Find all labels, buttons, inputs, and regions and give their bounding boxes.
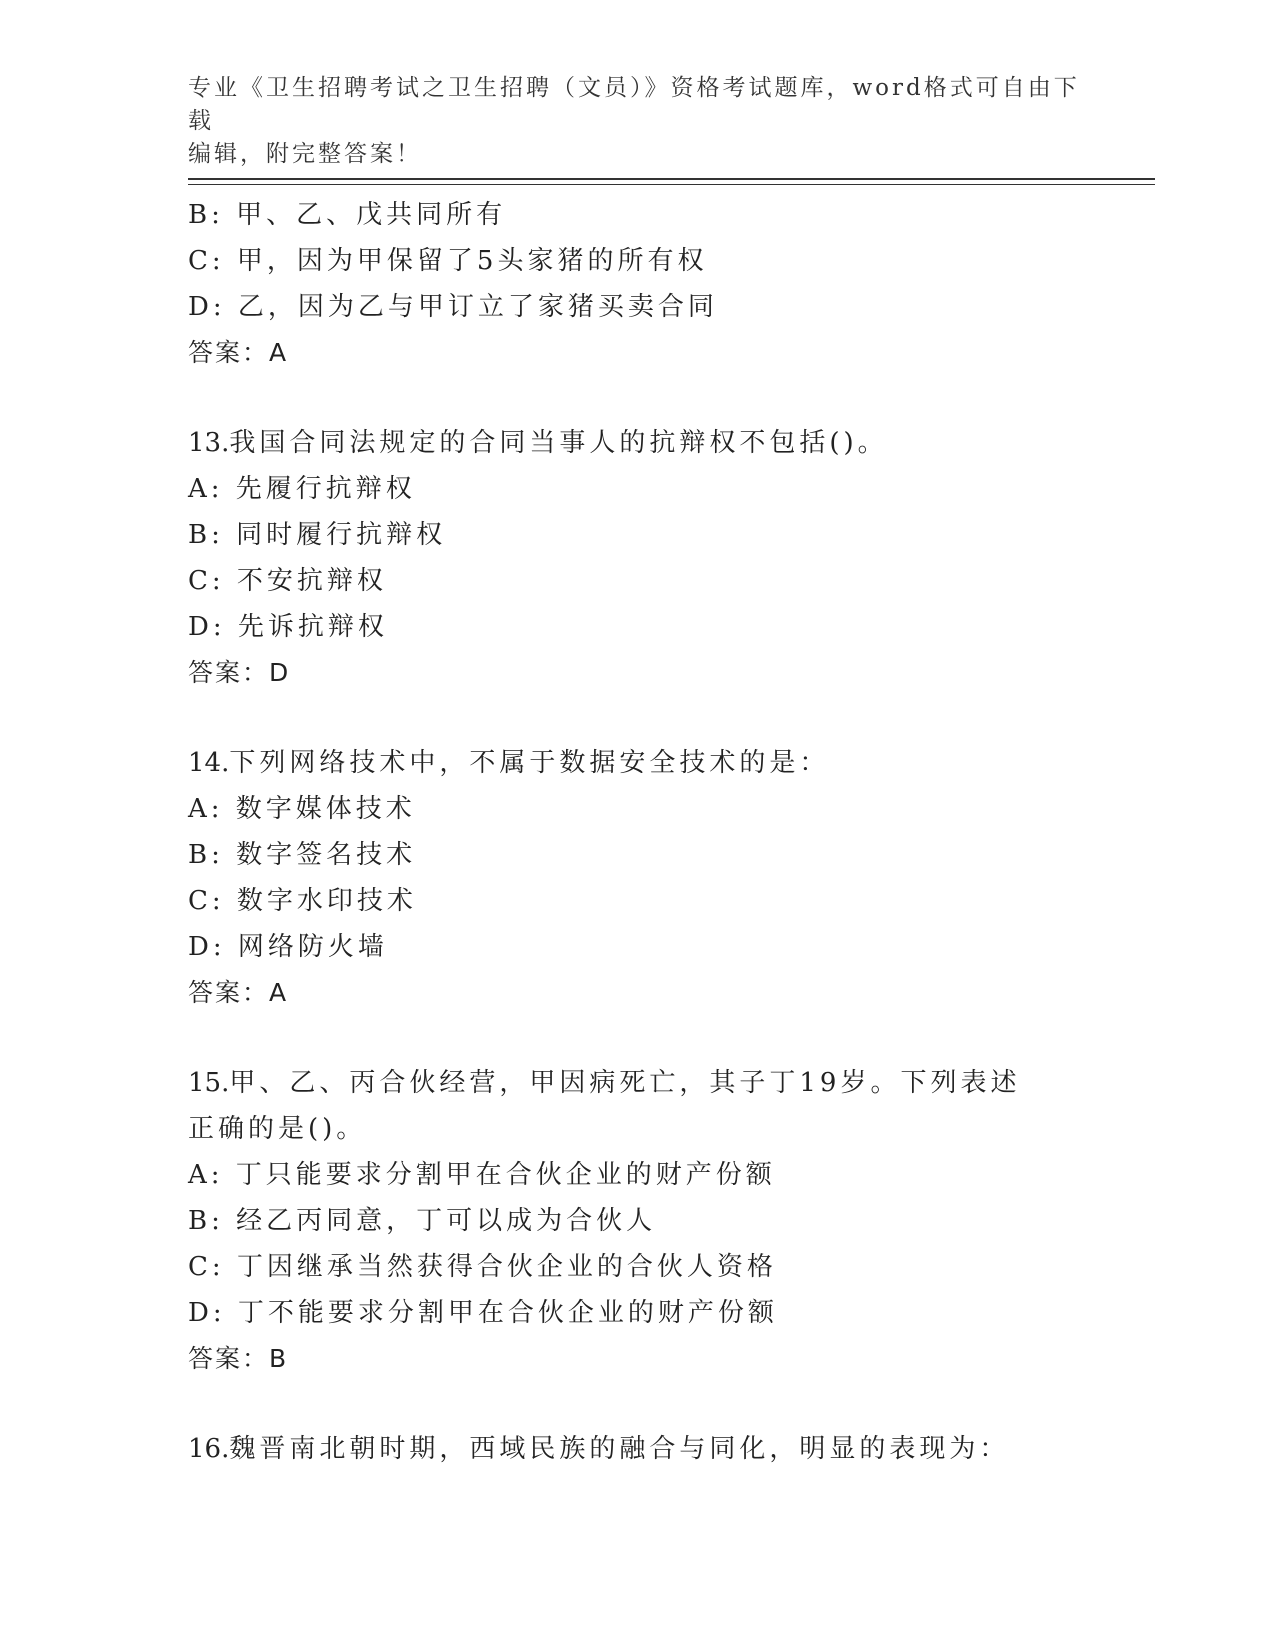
option-a: A: 丁只能要求分割甲在合伙企业的财产份额 [188,1160,776,1190]
answer-line: 答案：A [188,978,289,1007]
question-list [188,192,1088,1472]
question-body: 下列网络技术中，不属于数据安全技术的是： [229,748,830,778]
question-number: 13. [188,428,230,458]
question-number: 16. [188,1434,230,1464]
option-b: B: 数字签名技术 [188,840,417,870]
option-d: D: 网络防火墙 [188,932,388,962]
option-b: B: 同时履行抗辩权 [188,520,447,550]
header-divider-thin [188,184,1155,185]
question-text [188,1060,1038,1152]
header-divider-thick [188,178,1155,180]
question-body: 魏晋南北朝时期，西域民族的融合与同化，明显的表现为： [229,1434,1010,1464]
question-body: 甲、乙、丙合伙经营，甲因病死亡，其子丁19岁。下列表述正确的是()。 [188,1068,1021,1144]
question-number: 14. [188,748,230,778]
question-16 [188,1426,1088,1472]
option-c: C: 丁因继承当然获得合伙企业的合伙人资格 [188,1252,777,1282]
question-text [188,740,1088,786]
question-13 [188,420,1088,696]
document-header [188,72,1088,171]
option-c: C: 不安抗辩权 [188,566,387,596]
answer-line: 答案：A [188,338,289,367]
option-d: D: 先诉抗辩权 [188,612,388,642]
question-12-continued [188,192,1088,376]
option-b: B: 甲、乙、戊共同所有 [188,200,507,230]
question-text [188,420,1088,466]
option-c: C: 甲，因为甲保留了5头家猪的所有权 [188,246,708,276]
option-d: D: 丁不能要求分割甲在合伙企业的财产份额 [188,1298,778,1328]
question-14 [188,740,1088,1016]
option-c: C: 数字水印技术 [188,886,417,916]
question-text [188,1426,1088,1472]
option-b: B: 经乙丙同意，丁可以成为合伙人 [188,1206,657,1236]
question-number: 15. [188,1068,230,1098]
header-line-2: 编辑，附完整答案！ [188,141,422,167]
option-a: A: 数字媒体技术 [188,794,416,824]
answer-line: 答案：B [188,1344,289,1373]
header-line-1: 专业《卫生招聘考试之卫生招聘（文员）》资格考试题库，word格式可自由下载 [188,75,1080,134]
answer-line: 答案：D [188,658,291,687]
question-body: 我国合同法规定的合同当事人的抗辩权不包括()。 [229,428,888,458]
option-d: D: 乙，因为乙与甲订立了家猪买卖合同 [188,292,718,322]
option-a: A: 先履行抗辩权 [188,474,416,504]
question-15 [188,1060,1088,1382]
